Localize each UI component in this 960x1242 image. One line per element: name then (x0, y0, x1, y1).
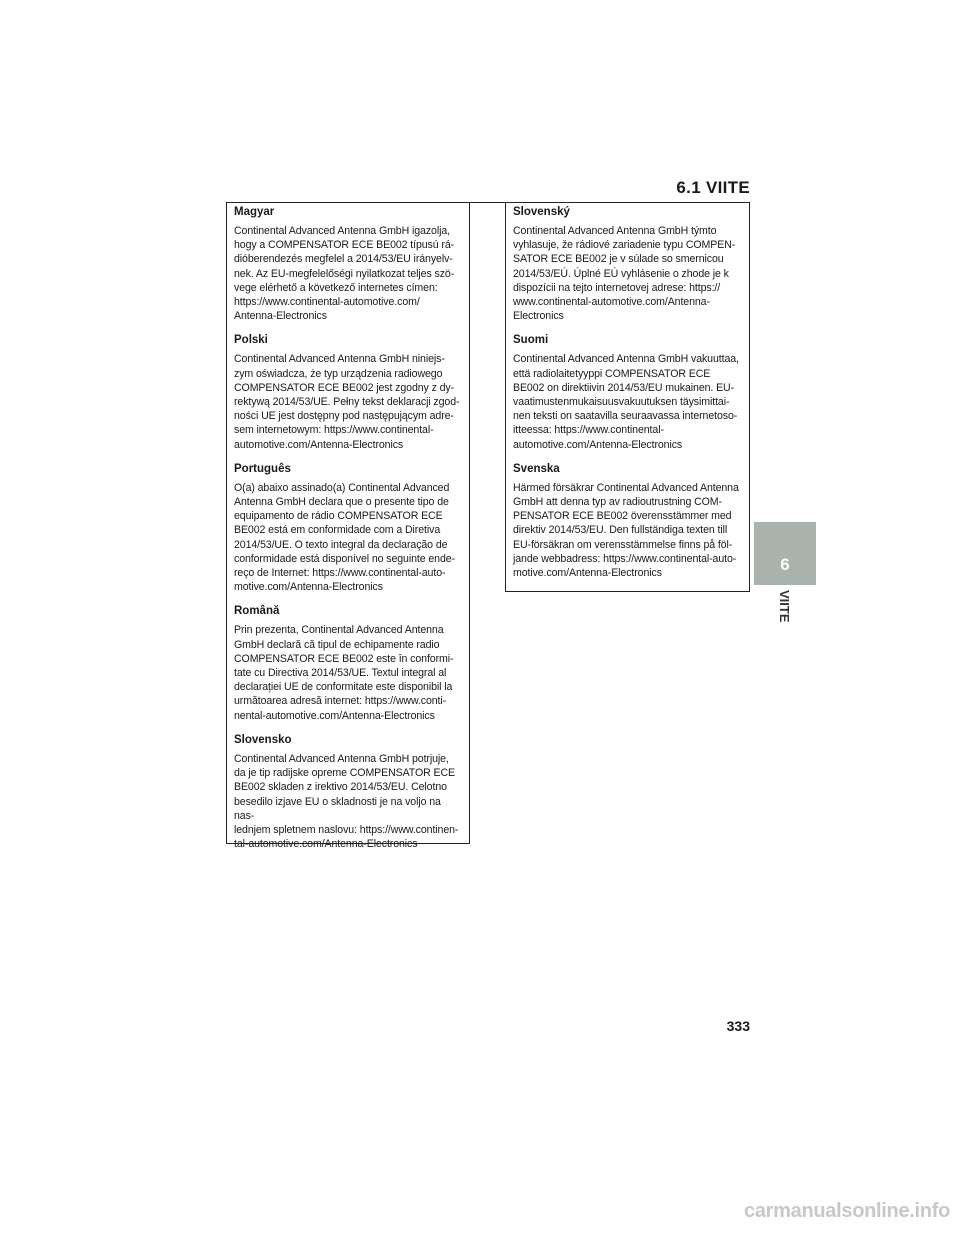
section-heading: Slovensko (234, 733, 292, 746)
language-section (513, 462, 741, 580)
text-line: Continental Advanced Antenna GmbH niniejs- (234, 353, 445, 366)
text-line: următoarea adresă internet: https://www.conti- (234, 695, 447, 708)
section-text (513, 352, 741, 451)
text-line: zym oświadcza, że typ urządzenia radiowego (234, 367, 443, 380)
text-line: BE002 skladen z irektivo 2014/53/EU. Celotno (234, 781, 447, 794)
language-section (513, 333, 741, 451)
text-line: motive.com/Antenna-Electronics (234, 581, 383, 594)
text-line: nental-automotive.com/Antenna-Electronics (234, 709, 435, 722)
section-text (513, 481, 741, 580)
language-section (234, 462, 461, 595)
text-line: 2014/53/EÚ. Úplné EÚ vyhlásenie o zhode je k (513, 267, 729, 280)
chapter-label: VIITE (777, 590, 792, 623)
language-section (234, 733, 461, 851)
text-line: ności UE jest dostępny pod następującym adre- (234, 410, 454, 423)
section-heading: Română (234, 605, 280, 618)
text-line: Härmed försäkrar Continental Advanced Antenna (513, 481, 739, 494)
section-text (234, 752, 461, 851)
text-line: Continental Advanced Antenna GmbH igazolja, (234, 225, 450, 237)
text-line: Electronics (513, 310, 564, 323)
text-line: tal-automotive.com/Antenna-Electronics (234, 838, 418, 851)
left-column (226, 203, 470, 851)
chapter-number: 6 (780, 555, 790, 574)
section-text (234, 224, 461, 323)
text-line: sem internetowym: https://www.continental- (234, 424, 434, 437)
text-line: Continental Advanced Antenna GmbH potrjuje, (234, 752, 449, 765)
text-line: että radiolaitetyyppi COMPENSATOR ECE (513, 367, 711, 380)
page-number: 333 (726, 1018, 750, 1034)
language-section (234, 205, 461, 323)
text-line: O(a) abaixo assinado(a) Continental Advanced (234, 481, 450, 494)
text-line: hogy a COMPENSATOR ECE BE002 típusú rá- (234, 239, 455, 252)
text-line: conformidade está disponível no seguinte ende- (234, 552, 455, 565)
text-line: dióberendezés megfelel a 2014/53/EU irányelv- (234, 253, 453, 266)
text-line: itteessa: https://www.continental- (513, 424, 664, 437)
text-line: nek. Az EU-megfelelőségi nyilatkozat teljes szö- (234, 267, 455, 280)
text-line: Antenna GmbH declara que o presente tipo de (234, 496, 449, 509)
section-title: 6.1 VIITE (676, 178, 750, 197)
section-text (234, 352, 461, 451)
text-line: da je tip radijske opreme COMPENSATOR ECE (234, 767, 455, 780)
text-line: GmbH declară că tipul de echipamente radio (234, 638, 440, 651)
section-heading: Magyar (234, 206, 275, 218)
text-line: 2014/53/UE. O texto integral da declaração de (234, 538, 448, 551)
text-line: lednjem spletnem naslovu: https://www.continen- (234, 823, 459, 836)
watermark: carmanualsonline.info (744, 1200, 950, 1222)
text-line: COMPENSATOR ECE BE002 este în conformi- (234, 652, 454, 665)
text-line: reço de Internet: https://www.continental-auto- (234, 567, 446, 580)
section-heading: Português (234, 462, 291, 475)
text-line: vyhlasuje, že rádiové zariadenie typu COMPEN- (513, 239, 736, 252)
section-text (513, 224, 741, 323)
text-line: Continental Advanced Antenna GmbH vakuuttaa, (513, 353, 739, 366)
section-text (234, 481, 461, 595)
section-heading: Polski (234, 334, 268, 347)
text-line: Prin prezenta, Continental Advanced Antenna (234, 624, 444, 637)
language-section (234, 333, 461, 451)
text-line: direktiv 2014/53/EU. Den fullständiga texten till (513, 524, 728, 537)
section-heading: Suomi (513, 334, 549, 347)
text-line: tate cu Directiva 2014/53/UE. Textul integral al (234, 667, 447, 680)
text-line: automotive.com/Antenna-Electronics (513, 438, 683, 451)
text-line: Continental Advanced Antenna GmbH týmto (513, 225, 717, 237)
text-line: www.continental-automotive.com/Antenna- (513, 296, 710, 309)
section-heading: Slovenský (513, 206, 570, 218)
language-section (513, 205, 741, 323)
text-line: vege elérhető a következő internetes címen: (234, 281, 438, 294)
text-line: COMPENSATOR ECE BE002 jest zgodny z dy- (234, 381, 455, 394)
text-line: BE002 on direktiivin 2014/53/EU mukainen. EU- (513, 381, 735, 394)
text-line: EU-försäkran om verensstämmelse finns på föl- (513, 538, 733, 551)
text-line: nen teksti on saatavilla seuraavassa internetoso- (513, 410, 738, 423)
text-line: jande webbadress: https://www.continental-auto- (513, 552, 737, 565)
section-heading: Svenska (513, 462, 560, 475)
text-line: automotive.com/Antenna-Electronics (234, 438, 404, 451)
text-line: BE002 está em conformidade com a Diretiva (234, 524, 441, 537)
text-line: PENSATOR ECE BE002 överensstämmer med (513, 510, 732, 523)
text-line: besedilo izjave EU o skladnosti je na voljo na nas- (234, 795, 441, 822)
section-text (234, 623, 461, 722)
text-line: motive.com/Antenna-Electronics (513, 567, 662, 580)
language-section (234, 604, 461, 722)
text-line: Antenna-Electronics (234, 310, 327, 323)
chapter-tab (754, 522, 816, 585)
text-line: declarației UE de conformitate este disponibil la (234, 681, 453, 694)
text-line: vaatimustenmukaisuusvakuutuksen täysimittai- (513, 396, 730, 409)
text-line: https://www.continental-automotive.com/ (234, 296, 420, 309)
text-line: equipamento de rádio COMPENSATOR ECE (234, 510, 443, 523)
text-line: SATOR ECE BE002 je v súlade so smernicou (513, 253, 724, 266)
text-line: GmbH att denna typ av radioutrustning COM- (513, 496, 722, 509)
right-column (505, 203, 750, 592)
text-line: dispozícii na tejto internetovej adrese: https:// (513, 281, 721, 294)
text-line: rektywą 2014/53/UE. Pełny tekst deklaracji zgod- (234, 396, 460, 409)
